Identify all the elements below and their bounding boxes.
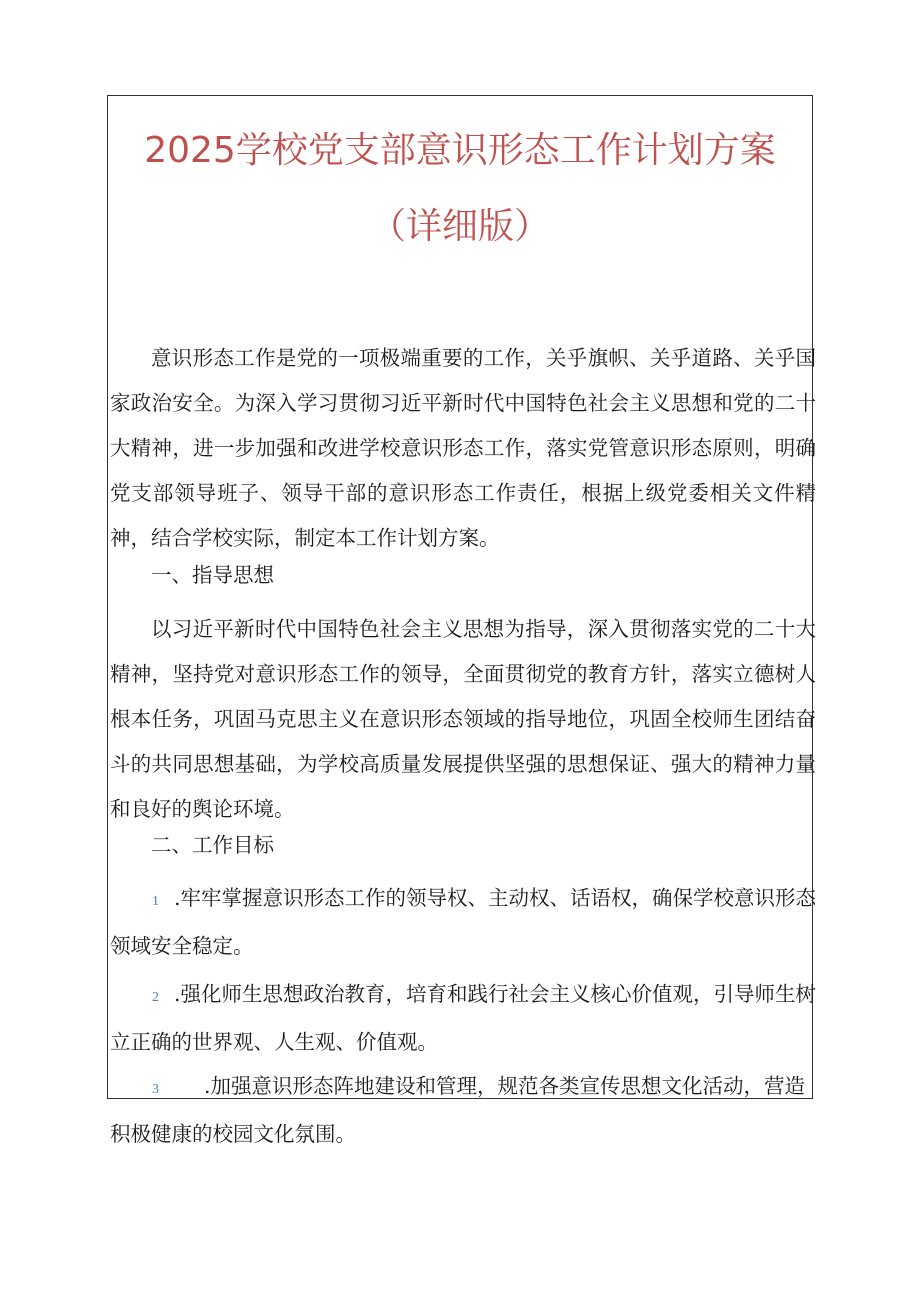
goal-number: 1	[152, 894, 159, 909]
goal-item-1	[110, 876, 816, 969]
goal-item-2	[110, 972, 816, 1065]
intro-paragraph: 意识形态工作是党的一项极端重要的工作，关乎旗帜、关乎道路、关乎国家政治安全。为深入学习贯彻习近平新时代中国特色社会主义思想和党的二十大精神，进一步加强和改进学校意识形态工作，落实党管意识形态原则，明确党支部领导班子、领导干部的意识形态工作责任，根据上级党委相关文件精神，结合学校实际，制定本工作计划方案。	[110, 346, 816, 550]
goal-text: .牢牢掌握意识形态工作的领导权、主动权、话语权，确保学校意识形态领域安全稳定。	[110, 886, 817, 958]
goal-text: .强化师生思想政治教育，培育和践行社会主义核心价值观，引导师生树立正确的世界观、人生观、价值观。	[110, 982, 817, 1054]
goal-number: 2	[152, 990, 159, 1005]
goal-number: 3	[152, 1082, 159, 1097]
section-heading-guiding-ideology: 一、指导思想	[151, 563, 274, 587]
section-heading-work-goals: 二、工作目标	[151, 833, 274, 857]
document-title: 2025学校党支部意识形态工作计划方案	[144, 130, 776, 171]
goal-text: .加强意识形态阵地建设和管理，规范各类宣传思想文化活动，营造积极健康的校园文化氛围。	[110, 1074, 806, 1146]
guiding-ideology-paragraph: 以习近平新时代中国特色社会主义思想为指导，深入贯彻落实党的二十大精神，坚持党对意识形态工作的领导，全面贯彻党的教育方针，落实立德树人根本任务，巩固马克思主义在意识形态领域的指导地位，巩固全校师生团结奋斗的共同思想基础，为学校高质量发展提供坚强的思想保证、强大的精神力量和良好的舆论环境。	[110, 617, 816, 821]
goal-item-3	[110, 1064, 816, 1157]
document-subtitle: （详细版）	[369, 206, 550, 247]
